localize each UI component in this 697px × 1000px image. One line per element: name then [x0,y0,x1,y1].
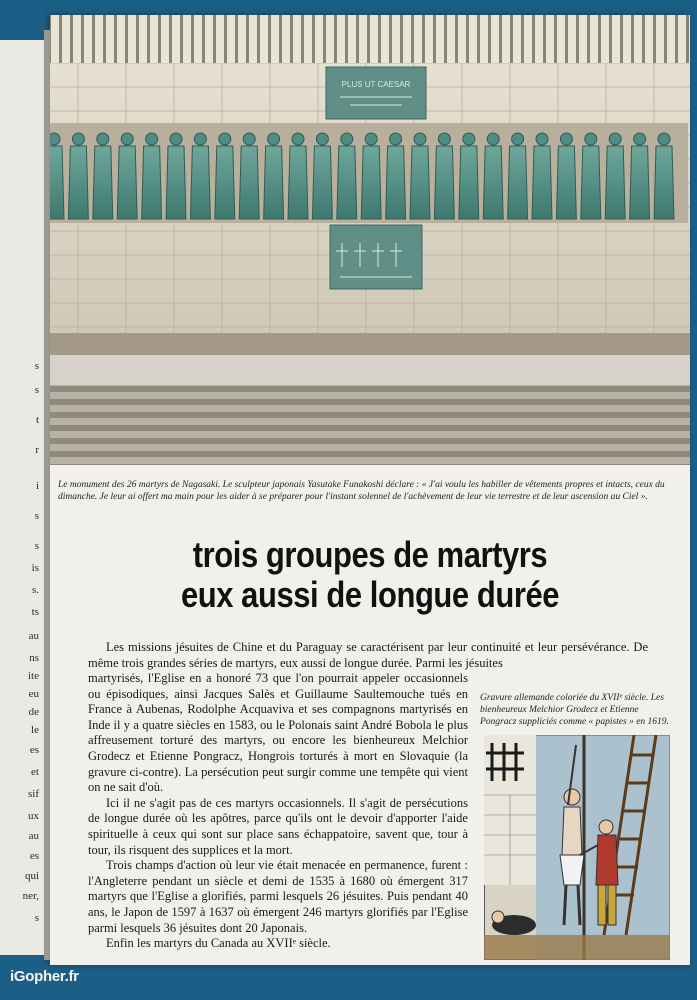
left-page-fragment: le [31,724,39,736]
statue [654,133,674,219]
left-page-fragment: s. [31,584,39,596]
left-page-fragment: qui [24,870,39,882]
statue [386,133,406,219]
statue [532,133,552,219]
statue [239,133,259,219]
left-page-fragment: de [28,706,39,718]
wall-base [50,333,690,355]
photo-caption: Le monument des 26 martyrs de Nagasaki. Le sculpteur japonais Yasutake Funakoshi déclare : « J'ai voulu les habiller de vêtements propres et intacts, ceux du dimanche. Je leur ai offert ma main pour les aider à se préparer pour l'instant solennel de l'achèvement de leur vie terrestre et de leur ascension au Ciel ». [58,480,665,502]
engraving-caption: Gravure allemande coloriée du XVIIᵉ siècle. Les bienheureux Melchior Grodecz et Etienne Pongracz suppliciés comme « papistes » en 1619. [480,693,669,727]
watermark: iGopher.fr [10,968,79,985]
title-line-2: eux aussi de longue durée [180,574,560,615]
left-page-fragment: s [34,384,39,396]
statue [93,133,113,219]
left-page-edge [0,40,44,955]
left-page-fragment: sif [28,788,39,800]
left-page-fragment: es [29,850,39,862]
body-paragraph-4: Enfin les martyrs du Canada au XVIIᵉ siècle. [106,936,331,951]
left-page-fragment: r [35,444,39,456]
left-page-fragment: et [31,766,39,778]
statue [459,133,479,219]
stone-steps [50,385,690,465]
left-page-fragment: t [35,414,39,426]
statue [312,133,332,219]
left-page-fragment: ts [31,606,39,618]
colonnade [50,15,690,63]
statue [337,133,357,219]
left-page-fragment: ite [28,670,39,682]
left-page-fragment: ner, [22,890,39,902]
article-body [88,671,468,952]
plaque-inscription: PLUS UT CAESAR [341,80,411,89]
statue [556,133,576,219]
statue [361,133,381,219]
title-line-1: trois groupes de martyrs [192,534,548,575]
left-page-fragment: au [28,630,39,642]
body-paragraph-2: Ici il ne s'agit pas de ces martyrs occasionnels. Il s'agit de persécutions de longue durée où les apôtres, parce qu'ils ont le devoir d'apporter l'aide spirituelle à ceux qui sont sur place sans échappatoire, savent que, tour à tour, ils risquent des supplices et la mort. [88,795,468,857]
left-page-fragment: s [34,360,39,372]
statue [581,133,601,219]
statue [117,133,137,219]
statue [190,133,210,219]
body-paragraph-3: Trois champs d'action où leur vie était menacée en permanence, furent : l'Angleterre pendant un siècle et demi de 1535 à 1680 où émergent 317 martyrs que l'Eglise a glorifiés, parmi lesquels 26 jésuites. Puis pendant 40 ans, le Japon de 1597 à 1637 où émergent 246 martyrs glorifiés par l'Eglise parmi lesquels 36 jésuites dont 20 Japonais. [88,858,468,935]
article-title [95,535,645,615]
article-intro [88,640,648,671]
statue [288,133,308,219]
bronze-plaque-bottom [330,225,422,289]
statue [483,133,503,219]
left-page-fragment: au [28,830,39,842]
engraving-image [484,735,670,960]
left-page-fragment: eu [28,688,39,700]
statue [50,133,64,219]
statue [605,133,625,219]
statue [166,133,186,219]
left-page-fragment: i [35,480,39,492]
magazine-page [50,15,690,965]
monument-photo [50,15,690,465]
statue [508,133,528,219]
statue [434,133,454,219]
statue [264,133,284,219]
plaza [50,355,690,385]
statue [68,133,88,219]
left-page-fragment: s [34,540,39,552]
left-page-fragment: s [34,912,39,924]
statue [142,133,162,219]
left-page-fragment: ux [28,810,39,822]
body-paragraph-1: martyrisés, l'Eglise en a honoré 73 que l'on pourrait appeler occasionnels ou épisodiques, ainsi Jacques Salès et Guillaume Saultemouche tués en France à Aubenas, Rodolphe Acquaviva et ses compagnons martyrisés en Inde il y a quatre siècles en 1583, ou le Polonais saint André Bobola le plus affreusement torturé des martyrs, ou encore les bienheureux Melchior Grodecz et Etienne Pongracz, Hongrois torturés à mort en Slovaquie (la gravure ci-contre). La persécution peut surgir comme une tempête qui vient on ne sait d'où. [88,671,468,795]
left-page-fragment: is [31,562,39,574]
left-page-fragment: s [34,510,39,522]
left-page-fragment: es [29,744,39,756]
statue [410,133,430,219]
statue [215,133,235,219]
left-page-fragment: ns [29,652,39,664]
bronze-plaque-top [326,67,426,119]
statue [630,133,650,219]
intro-paragraph: Les missions jésuites de Chine et du Paraguay se caractérisent par leur continuité et leur persévérance. De même trois grandes séries de martyrs, eux aussi de longue durée. Parmi les jésuites [88,640,648,670]
